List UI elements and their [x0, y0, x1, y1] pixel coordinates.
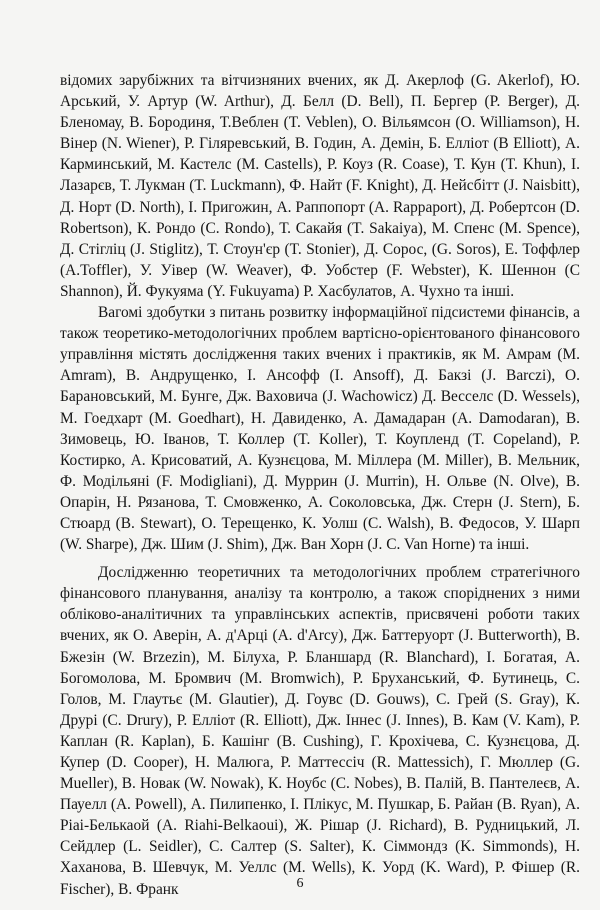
paragraph-scholars-intro: відомих зарубіжних та вітчизняних вчених, як Д. Акерлоф (G. Akerlof), Ю. Арський, У. Артур (W. Arthur), Д. Белл (D. Bell), П. Бергер (P. Berger), Д. Бленомау, В. Бородиня, Т.Веблен (T. Veblen), О. Вільямсон (O. Williamson), Н. Вінер (N. Wiener), Р. Гіляревський, В. Годин, А. Демін, Б. Елліот (B Elliott), А. Карминський, М. Кастелс (M. Castells), Р. Коуз (R. Coase), Т. Кун (T. Khun), І. Лазарєв, Т. Лукман (T. Luckmann), Ф. Найт (F. Knight), Д. Нейсбітт (J. Naisbitt), Д. Норт (D. North), І. Пригожин, А. Раппопорт (A. Rappaport), Д. Робертсон (D. Robertson), К. Рондо (C. Rondo), Т. Сакайя (T. Sakaiya), М. Спенс (M. Spence), Д. Стігліц (J. Stiglitz), Т. Стоун'єр (T. Stonier), Д. Сорос, (G. Soros), Е. Тоффлер (A.Toffler), У. Уівер (W. Weaver), Ф. Уобстер (F. Webster), К. Шеннон (C Shannon), Й. Фукуяма (Y. Fukuyama) Р. Хасбулатов, А. Чухно та інші.: [60, 72, 580, 300]
paragraph-strategic-planning: Дослідженню теоретичних та методологічних проблем стратегічного фінансового планування, аналізу та контролю, а також споріднених з ними обліково-аналітичних та управлінських аспектів, присвячені роботи таких вчених, як О. Аверін, А. д'Арці (A. d'Arcy), Дж. Баттеруорт (J. Butterworth), В. Бжезін (W. Brzezin), М. Білуха, Р. Бланшард (R. Blanchard), І. Богатая, А. Богомолова, М. Бромвич (M. Bromwich), Р. Бруханський, Ф. Бутинець, С. Голов, М. Глаутьє (M. Glautier), Д. Гоувс (D. Gouws), С. Грей (S. Gray), К. Друрі (C. Drury), Р. Елліот (R. Elliott), Дж. Іннес (J. Innes), В. Кам (V. Kam), Р. Каплан (R. Kaplan), Б. Кашінг (B. Cushing), Г. Крохічева, С. Кузнєцова, Д. Купер (D. Cooper), Н. Малюга, Р. Маттессіч (R. Mattessich), Г. Мюллер (G. Mueller), В. Новак (W. Nowak), К. Ноубс (C. Nobes), В. Палій, В. Пантелеєв, А. Пауелл (A. Powell), А. Пилипенко, І. Плікус, М. Пушкар, Б. Райан (B. Ryan), А. Ріаі-Белькаой (A. Riahi-Belkaoui), Ж. Рішар (J. Richard), В. Рудницький, Л. Сейдлер (L. Seidler), С. Салтер (S. Salter), К. Сіммондз (K. Simmonds), Н. Хаханова, В. Шевчук, М. Уеллс (M. Wells), К. Уорд (K. Ward), Р. Фішер (R. Fischer), В. Франк: [60, 564, 580, 898]
paragraph-financial-information: Вагомі здобутки з питань розвитку інформаційної підсистеми фінансів, а також теоретико-методологічних проблем вартісно-орієнтованого фінансового управління містять дослідження таких вчених і практиків, як М. Амрам (M. Amram), В. Андрущенко, І. Ансофф (I. Ansoff), Д. Бакзі (J. Barczi), О. Барановський, М. Бунге, Дж. Ваховича (J. Wachowicz) Д. Весселс (D. Wessels), М. Гоедхарт (M. Goedhart), Н. Давиденко, А. Дамадаран (A. Damodaran), В. Зимовець, Ю. Іванов, Т. Коллер (T. Koller), Т. Коупленд (T. Copeland), Р. Костирко, А. Крисоватий, А. Кузнєцова, М. Міллера (M. Miller), В. Мельник, Ф. Модільяні (F. Modigliani), Д. Муррин (J. Murrin), Н. Ольве (N. Olve), В. Опарін, Н. Рязанова, Т. Смовженко, А. Соколовська, Дж. Стерн (J. Stern), Б. Стюард (B. Stewart), О. Терещенко, К. Уолш (C. Walsh), В. Федосов, У. Шарп (W. Sharpe), Дж. Шим (J. Shim), Дж. Ван Хорн (J. C. Van Horne) та інші.: [60, 304, 580, 554]
body-text: [60, 70, 580, 900]
page-number: 6: [296, 876, 304, 891]
